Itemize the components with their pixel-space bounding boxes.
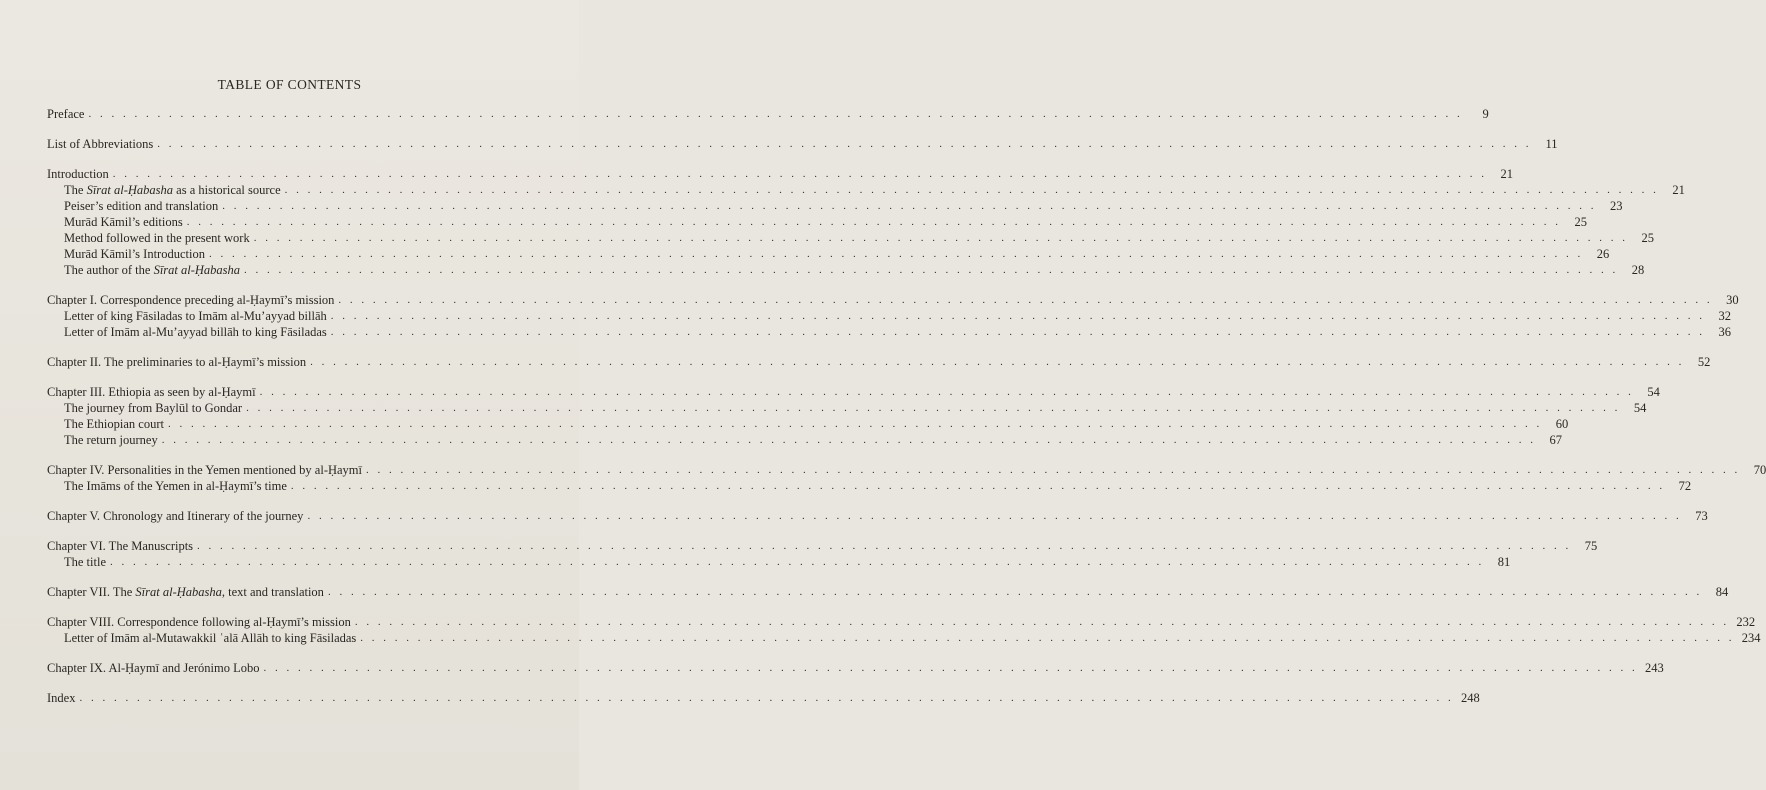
page-number: 25 (1641, 231, 1654, 245)
entry-label: The return journey (64, 433, 158, 447)
page-number: 32 (1718, 309, 1732, 323)
toc-group (47, 538, 1598, 570)
toc-entry (47, 584, 1729, 600)
toc-subentry (47, 324, 1732, 340)
dot-leader: . . . . . . . . . . . . . . . . . . . . . . . . . . . . . . . . . . . . . . . . . . . . . . . . . . . . . . . . . . . . . . . . . . . . . . . . . . . . . . . . . . . . . . . . . . . . . . . . . . . . . . . . . . . . . . . . . . . . . . . . (284, 184, 1659, 196)
page-number: 243 (1644, 661, 1664, 675)
entry-label: Chapter III. Ethiopia as seen by al-Ḥaymī (47, 385, 256, 399)
dot-leader: . . . . . . . . . . . . . . . . . . . . . . . . . . . . . . . . . . . . . . . . . . . . . . . . . . . . . . . . . . . . . . . . . . . . . . . . . . . . . . . . . . . . . . . . . . . . . . . . . . . . . . . . . . . . . . . . . . . . . . . . (186, 216, 1561, 228)
page-number: 54 (1633, 401, 1647, 415)
toc-group (47, 384, 1660, 448)
toc-group (47, 690, 1480, 706)
entry-label: Chapter VI. The Manuscripts (47, 539, 194, 553)
dot-leader: . . . . . . . . . . . . . . . . . . . . . . . . . . . . . . . . . . . . . . . . . . . . . . . . . . . . . . . . . . . . . . . . . . . . . . . . . . . . . . . . . . . . . . . . . . . . . . . . . . . . . . . . . . . . . . . . . . . . . . . . (259, 386, 1634, 398)
toc-group (47, 508, 1708, 524)
dot-leader: . . . . . . . . . . . . . . . . . . . . . . . . . . . . . . . . . . . . . . . . . . . . . . . . . . . . . . . . . . . . . . . . . . . . . . . . . . . . . . . . . . . . . . . . . . . . . . . . . . . . . . . . . . . . . . . . . . . . . . . . (327, 586, 1703, 598)
dot-leader: . . . . . . . . . . . . . . . . . . . . . . . . . . . . . . . . . . . . . . . . . . . . . . . . . . . . . . . . . . . . . . . . . . . . . . . . . . . . . . . . . . . . . . . . . . . . . . . . . . . . . . . . . . . . . . . . . . . . . . . . (290, 480, 1666, 492)
entry-label: Murād Kāmil’s Introduction (64, 247, 205, 261)
entry-label: The Imāms of the Yemen in al-Ḥaymī’s time (64, 479, 287, 493)
entry-label: The Ethiopian court (64, 417, 164, 431)
entry-label: Index (47, 691, 76, 705)
toc-entry (47, 384, 1660, 400)
toc-subentry (47, 554, 1511, 570)
page-number: 23 (1610, 199, 1623, 213)
entry-label: The title (64, 555, 106, 569)
dot-leader: . . . . . . . . . . . . . . . . . . . . . . . . . . . . . . . . . . . . . . . . . . . . . . . . . . . . . . . . . . . . . . . . . . . . . . . . . . . . . . . . . . . . . . . . . . . . . . . . . . . . . . . . . . . . . . . . . . . . . . . . (310, 356, 1685, 368)
toc-entry (47, 660, 1664, 676)
page-title: TABLE OF CONTENTS (217, 77, 362, 92)
entry-label: List of Abbreviations (47, 137, 154, 151)
dot-leader: . . . . . . . . . . . . . . . . . . . . . . . . . . . . . . . . . . . . . . . . . . . . . . . . . . . . . . . . . . . . . . . . . . . . . . . . . . . . . . . . . . . . . . . . . . . . . . . . . . . . . . . . . . . . . . . . . . . . . . . . (246, 402, 1621, 414)
toc-group (47, 136, 1558, 152)
page-number: 248 (1460, 691, 1480, 705)
dot-leader: . . . . . . . . . . . . . . . . . . . . . . . . . . . . . . . . . . . . . . . . . . . . . . . . . . . . . . . . . . . . . . . . . . . . . . . . . . . . . . . . . . . . . . . . . . . . . . . . . . . . . . . . . . . . . . . . . . . . . . . . (330, 326, 1706, 338)
toc-subentry (47, 630, 1761, 646)
dot-leader: . . . . . . . . . . . . . . . . . . . . . . . . . . . . . . . . . . . . . . . . . . . . . . . . . . . . . . . . . . . . . . . . . . . . . . . . . . . . . . . . . . . . . . . . . . . . . . . . . . . . . . . . . . . . . . . . . . . . . . . . (197, 540, 1572, 552)
page-number: 73 (1695, 509, 1708, 523)
entry-label: Preface (47, 107, 85, 121)
dot-leader: . . . . . . . . . . . . . . . . . . . . . . . . . . . . . . . . . . . . . . . . . . . . . . . . . . . . . . . . . . . . . . . . . . . . . . . . . . . . . . . . . . . . . . . . . . . . . . . . . . . . . . . . . . . . . . . . . . . . . . . . (263, 662, 1638, 674)
page-number: 36 (1718, 325, 1732, 339)
entry-label: Chapter II. The preliminaries to al-Ḥaymī’s mission (47, 355, 307, 369)
page-number: 75 (1584, 539, 1598, 553)
dot-leader: . . . . . . . . . . . . . . . . . . . . . . . . . . . . . . . . . . . . . . . . . . . . . . . . . . . . . . . . . . . . . . . . . . . . . . . . . . . . . . . . . . . . . . . . . . . . . . . . . . . . . . . . . . . . . . . . . . . . . . . . (79, 692, 1454, 704)
entry-label: Letter of Imām al-Mu’ayyad billāh to king Fāsiladas (64, 325, 327, 339)
toc-subentry (47, 262, 1645, 278)
toc-group (47, 166, 1685, 278)
toc-subentry (47, 214, 1587, 230)
page-number: 67 (1549, 433, 1562, 447)
dot-leader: . . . . . . . . . . . . . . . . . . . . . . . . . . . . . . . . . . . . . . . . . . . . . . . . . . . . . . . . . . . . . . . . . . . . . . . . . . . . . . . . . . . . . . . . . . . . . . . . . . . . . . . . . . . . . . . . . . . . . . . . (112, 168, 1488, 180)
dot-leader: . . . . . . . . . . . . . . . . . . . . . . . . . . . . . . . . . . . . . . . . . . . . . . . . . . . . . . . . . . . . . . . . . . . . . . . . . . . . . . . . . . . . . . . . . . . . . . . . . . . . . . . . . . . . . . . . . . . . . . . . (253, 232, 1628, 244)
page-number: 234 (1741, 631, 1761, 645)
dot-leader: . . . . . . . . . . . . . . . . . . . . . . . . . . . . . . . . . . . . . . . . . . . . . . . . . . . . . . . . . . . . . . . . . . . . . . . . . . . . . . . . . . . . . . . . . . . . . . . . . . . . . . . . . . . . . . . . . . . . . . . . (222, 200, 1597, 212)
entry-label: Chapter IV. Personalities in the Yemen mentioned by al-Ḥaymī (47, 463, 362, 477)
dot-leader: . . . . . . . . . . . . . . . . . . . . . . . . . . . . . . . . . . . . . . . . . . . . . . . . . . . . . . . . . . . . . . . . . . . . . . . . . . . . . . . . . . . . . . . . . . . . . . . . . . . . . . . . . . . . . . . . . . . . . . . . (244, 264, 1619, 276)
dot-leader: . . . . . . . . . . . . . . . . . . . . . . . . . . . . . . . . . . . . . . . . . . . . . . . . . . . . . . . . . . . . . . . . . . . . . . . . . . . . . . . . . . . . . . . . . . . . . . . . . . . . . . . . . . . . . . . . . . . . . . . . (330, 310, 1706, 322)
toc-entry (47, 614, 1756, 630)
dot-leader: . . . . . . . . . . . . . . . . . . . . . . . . . . . . . . . . . . . . . . . . . . . . . . . . . . . . . . . . . . . . . . . . . . . . . . . . . . . . . . . . . . . . . . . . . . . . . . . . . . . . . . . . . . . . . . . . . . . . . . . . (338, 294, 1713, 306)
toc-group (47, 584, 1729, 600)
toc-subentry (47, 182, 1685, 198)
dot-leader: . . . . . . . . . . . . . . . . . . . . . . . . . . . . . . . . . . . . . . . . . . . . . . . . . . . . . . . . . . . . . . . . . . . . . . . . . . . . . . . . . . . . . . . . . . . . . . . . . . . . . . . . . . . . . . . . . . . . . . . . (354, 616, 1730, 628)
toc-entry (47, 508, 1708, 524)
entry-label: Letter of Imām al-Mutawakkil ʿalā Allāh to king Fāsiladas (64, 631, 357, 645)
toc-entry (47, 538, 1598, 554)
dot-leader: . . . . . . . . . . . . . . . . . . . . . . . . . . . . . . . . . . . . . . . . . . . . . . . . . . . . . . . . . . . . . . . . . . . . . . . . . . . . . . . . . . . . . . . . . . . . . . . . . . . . . . . . . . . . . . . . . . . . . . . . (360, 632, 1735, 644)
page-number: 232 (1736, 615, 1756, 629)
toc-subentry (47, 416, 1569, 432)
page-number: 70 (1753, 463, 1766, 477)
page-number: 30 (1726, 293, 1739, 307)
entry-label: Introduction (47, 167, 109, 181)
page-number: 25 (1574, 215, 1587, 229)
toc-entry (47, 690, 1480, 706)
page-number: 54 (1647, 385, 1660, 399)
page-number: 21 (1500, 167, 1514, 181)
entry-label: Chapter VII. The Sīrat al-Ḥabasha, text and translation (47, 585, 324, 599)
toc-group (47, 106, 1489, 122)
toc-group (47, 354, 1711, 370)
toc-entry (47, 106, 1489, 122)
entry-label: Murād Kāmil’s editions (64, 215, 183, 229)
toc-entry (47, 292, 1739, 308)
toc-subentry (47, 400, 1647, 416)
toc-subentry (47, 432, 1562, 448)
toc-subentry (47, 308, 1732, 324)
entry-label: The journey from Baylūl to Gondar (64, 401, 243, 415)
entry-label: The author of the Sīrat al-Ḥabasha (64, 263, 241, 277)
toc-group (47, 660, 1664, 676)
toc-group (47, 292, 1739, 340)
toc-subentry (47, 230, 1654, 246)
dot-leader: . . . . . . . . . . . . . . . . . . . . . . . . . . . . . . . . . . . . . . . . . . . . . . . . . . . . . . . . . . . . . . . . . . . . . . . . . . . . . . . . . . . . . . . . . . . . . . . . . . . . . . . . . . . . . . . . . . . . . . . . (208, 248, 1584, 260)
page-number: 9 (1482, 107, 1489, 121)
dot-leader: . . . . . . . . . . . . . . . . . . . . . . . . . . . . . . . . . . . . . . . . . . . . . . . . . . . . . . . . . . . . . . . . . . . . . . . . . . . . . . . . . . . . . . . . . . . . . . . . . . . . . . . . . . . . . . . . . . . . . . . . (307, 510, 1682, 522)
entry-label: Chapter I. Correspondence preceding al-Ḥaymī’s mission (47, 293, 335, 307)
entry-label: Letter of king Fāsiladas to Imām al-Mu’ayyad billāh (64, 309, 327, 323)
page-number: 11 (1545, 137, 1558, 151)
toc-group (47, 462, 1766, 494)
dot-leader: . . . . . . . . . . . . . . . . . . . . . . . . . . . . . . . . . . . . . . . . . . . . . . . . . . . . . . . . . . . . . . . . . . . . . . . . . . . . . . . . . . . . . . . . . . . . . . . . . . . . . . . . . . . . . . . . . . . . . . . . (110, 556, 1485, 568)
page-number: 26 (1596, 247, 1610, 261)
dot-leader: . . . . . . . . . . . . . . . . . . . . . . . . . . . . . . . . . . . . . . . . . . . . . . . . . . . . . . . . . . . . . . . . . . . . . . . . . . . . . . . . . . . . . . . . . . . . . . . . . . . . . . . . . . . . . . . . . . . . . . . . (157, 138, 1532, 150)
page-number: 72 (1678, 479, 1692, 493)
toc-entry (47, 462, 1766, 478)
page-number: 81 (1497, 555, 1511, 569)
toc-group (47, 614, 1761, 646)
page-number: 52 (1697, 355, 1711, 369)
toc-subentry (47, 246, 1610, 262)
page-number: 21 (1672, 183, 1685, 197)
table-of-contents (47, 106, 1766, 720)
toc-subentry (47, 478, 1692, 494)
dot-leader: . . . . . . . . . . . . . . . . . . . . . . . . . . . . . . . . . . . . . . . . . . . . . . . . . . . . . . . . . . . . . . . . . . . . . . . . . . . . . . . . . . . . . . . . . . . . . . . . . . . . . . . . . . . . . . . . . . . . . . . . (167, 418, 1543, 430)
page-number: 60 (1555, 417, 1569, 431)
page-number: 84 (1715, 585, 1729, 599)
dot-leader: . . . . . . . . . . . . . . . . . . . . . . . . . . . . . . . . . . . . . . . . . . . . . . . . . . . . . . . . . . . . . . . . . . . . . . . . . . . . . . . . . . . . . . . . . . . . . . . . . . . . . . . . . . . . . . . . . . . . . . . . (366, 464, 1741, 476)
dot-leader: . . . . . . . . . . . . . . . . . . . . . . . . . . . . . . . . . . . . . . . . . . . . . . . . . . . . . . . . . . . . . . . . . . . . . . . . . . . . . . . . . . . . . . . . . . . . . . . . . . . . . . . . . . . . . . . . . . . . . . . . (88, 108, 1463, 120)
entry-label: Chapter IX. Al-Ḥaymī and Jerónimo Lobo (47, 661, 260, 675)
entry-label: Method followed in the present work (64, 231, 250, 245)
entry-label: Chapter VIII. Correspondence following al-Ḥaymī’s mission (47, 615, 351, 629)
toc-entry (47, 354, 1711, 370)
dot-leader: . . . . . . . . . . . . . . . . . . . . . . . . . . . . . . . . . . . . . . . . . . . . . . . . . . . . . . . . . . . . . . . . . . . . . . . . . . . . . . . . . . . . . . . . . . . . . . . . . . . . . . . . . . . . . . . . . . . . . . . . (161, 434, 1536, 446)
entry-label: Peiser’s edition and translation (64, 199, 219, 213)
toc-subentry (47, 198, 1623, 214)
page-number: 28 (1631, 263, 1645, 277)
toc-entry (47, 136, 1558, 152)
toc-entry (47, 166, 1514, 182)
entry-label: The Sīrat al-Ḥabasha as a historical source (64, 183, 281, 197)
entry-label: Chapter V. Chronology and Itinerary of the journey (47, 509, 304, 523)
